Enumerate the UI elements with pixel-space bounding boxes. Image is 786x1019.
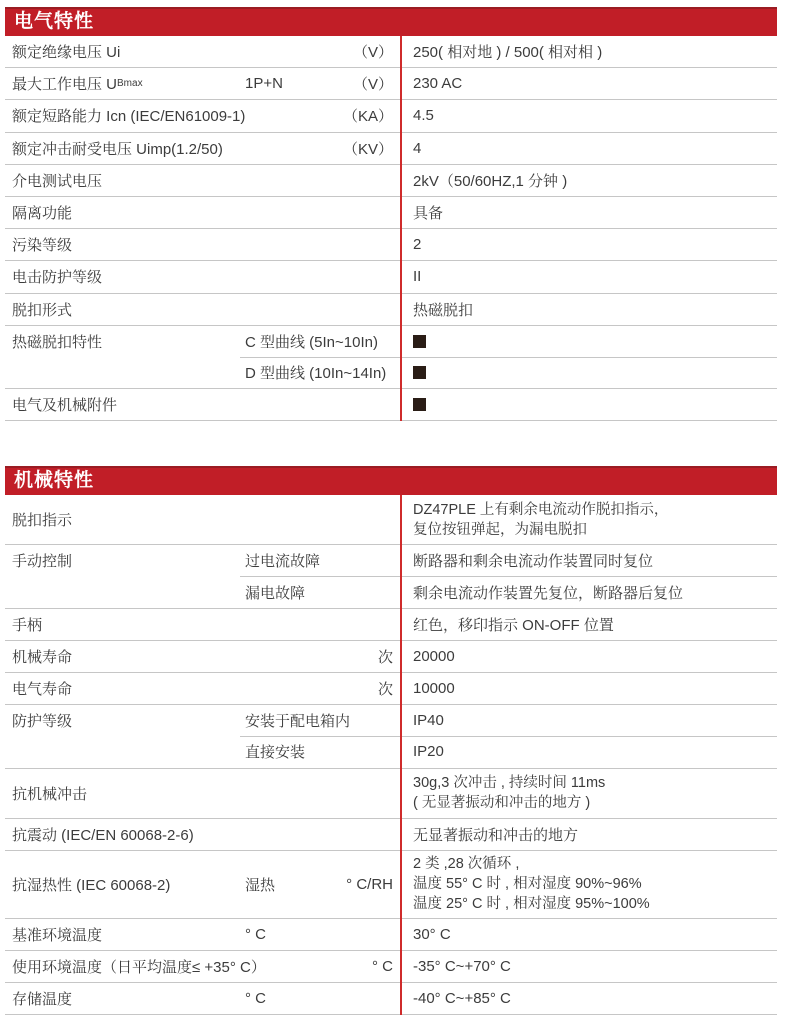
section-body (5, 36, 777, 421)
spec-value (413, 705, 775, 736)
spec-parameter-text: 最大工作电压 U (12, 76, 118, 94)
spec-value-line: ( 无显著振动和冲击的地方 ) (413, 795, 591, 812)
spec-parameter-text: 电击防护等级 (12, 269, 103, 287)
filled-square-marker (413, 335, 426, 348)
section-header-bar (5, 466, 777, 495)
spec-parameter-label (12, 819, 194, 850)
spec-value-text: 230 AC (413, 75, 463, 93)
spec-row (5, 576, 777, 608)
spec-row (5, 951, 777, 983)
spec-row (5, 36, 777, 68)
spec-value-text: -35° C~+70° C (413, 958, 511, 976)
spec-parameter-text: 介电测试电压 (12, 172, 103, 190)
spec-value (413, 261, 775, 292)
spec-parameter-label (12, 229, 72, 260)
spec-value (413, 389, 775, 420)
spec-parameter-text: 机械寿命 (12, 648, 73, 666)
spec-parameter-label (12, 495, 72, 544)
spec-value (413, 609, 775, 640)
spec-value-text: 剩余电流动作装置先复位，断路器后复位 (413, 584, 684, 602)
spec-value-text: 10000 (413, 680, 455, 698)
spec-row (5, 609, 777, 641)
spec-value (413, 495, 775, 544)
spec-value (413, 673, 775, 704)
spec-row (5, 68, 777, 100)
spec-parameter-text: 抗湿热性 (IEC 60068-2) (12, 876, 171, 894)
spec-value-text: 4 (413, 139, 422, 157)
spec-parameter-text: 手柄 (12, 616, 43, 634)
spec-parameter-label (12, 951, 266, 982)
spec-parameter-text: 额定短路能力 Icn (IEC/EN61009-1) (12, 108, 246, 126)
spec-value (413, 36, 775, 67)
spec-value-line: 2 类 ,28 次循环 , (413, 856, 520, 873)
spec-value-text: 具备 (413, 205, 444, 223)
spec-value (413, 769, 775, 818)
spec-parameter-text: 存储温度 (12, 991, 73, 1009)
spec-subcategory: 1P+N (245, 75, 283, 93)
spec-parameter-label (12, 673, 72, 704)
spec-value-multiline (413, 773, 605, 813)
spec-unit: （V） (352, 44, 393, 62)
spec-value-line: 30g,3 次冲击 , 持续时间 11ms (413, 775, 606, 792)
section-electrical (5, 7, 777, 421)
section-title: 机械特性 (14, 470, 95, 492)
spec-value-text: 无显著振动和冲击的地方 (413, 826, 579, 844)
spec-row (5, 919, 777, 951)
section-mechanical (5, 466, 777, 1015)
spec-subcategory: 直接安装 (245, 744, 306, 762)
spec-parameter-text: 手动控制 (12, 553, 73, 571)
spec-value (413, 326, 775, 357)
spec-row (5, 673, 777, 705)
spec-subcategory: D 型曲线 (10In~14In) (245, 364, 387, 382)
spec-value-text: 热磁脱扣 (413, 301, 474, 319)
spec-parameter-label: 最大工作电压 U Bmax (12, 68, 143, 99)
spec-parameter-text: 使用环境温度（日平均温度≤ +35° C） (12, 959, 266, 977)
section-body (5, 495, 777, 1015)
red-column-divider-line (400, 36, 402, 421)
spec-parameter-text: 额定冲击耐受电压 Uimp(1.2/50) (12, 140, 223, 158)
spec-unit: ° C/RH (346, 875, 393, 893)
spec-value (413, 357, 775, 388)
spec-value-text: -40° C~+85° C (413, 990, 511, 1008)
spec-value (413, 197, 775, 228)
spec-row (5, 495, 777, 545)
spec-subcategory: 漏电故障 (245, 584, 306, 602)
spec-subcategory: 安装于配电箱内 (245, 713, 351, 731)
spec-parameter-text: 电气及机械附件 (12, 397, 118, 415)
spec-unit: （KV） (342, 140, 393, 158)
spec-parameter-label (12, 851, 170, 918)
spec-value-text: 250( 相对地 ) / 500( 相对相 ) (413, 44, 603, 62)
spec-parameter-text: 热磁脱扣特性 (12, 333, 103, 351)
spec-parameter-label (12, 36, 120, 67)
spec-value-text: II (413, 268, 422, 286)
spec-row (5, 983, 777, 1015)
spec-subcategory: 过电流故障 (245, 553, 321, 571)
spec-parameter-label (12, 545, 72, 576)
spec-value (413, 919, 775, 950)
spec-parameter-label (12, 609, 42, 640)
spec-value-line: 复位按钮弹起，为漏电脱扣 (413, 521, 587, 538)
spec-value (413, 294, 775, 325)
spec-value-text: 4.5 (413, 107, 434, 125)
spec-parameter-label (12, 769, 87, 818)
spec-parameter-label (12, 919, 102, 950)
spec-value (413, 545, 775, 576)
spec-value (413, 133, 775, 164)
spec-parameter-label (12, 326, 102, 357)
spec-subcategory: ° C (245, 925, 266, 943)
filled-square-marker (413, 398, 426, 411)
spec-parameter-label (12, 100, 245, 131)
spec-row (5, 641, 777, 673)
spec-unit: ° C (372, 958, 393, 976)
spec-parameter-label (12, 641, 72, 672)
spec-row (5, 100, 777, 132)
spec-value-text: IP40 (413, 712, 444, 730)
spec-row (5, 133, 777, 165)
spec-value-text: IP20 (413, 743, 444, 761)
spec-parameter-label (12, 165, 102, 196)
spec-unit: 次 (377, 681, 393, 699)
filled-square-marker (413, 366, 426, 379)
spec-parameter-text: 隔离功能 (12, 205, 73, 223)
spec-value (413, 641, 775, 672)
section-header-bar (5, 7, 777, 36)
spec-parameter-text: 抗机械冲击 (12, 785, 88, 803)
spec-value-text: 红色，移印指示 ON-OFF 位置 (413, 616, 614, 634)
spec-row (5, 294, 777, 326)
spec-unit: （V） (352, 76, 393, 94)
spec-parameter-label (12, 705, 72, 736)
spec-parameter-label (12, 983, 72, 1014)
spec-row (5, 769, 777, 819)
spec-value (413, 68, 775, 99)
spec-parameter-text: 基准环境温度 (12, 926, 103, 944)
spec-unit: 次 (377, 648, 393, 666)
spec-parameter-label (12, 294, 72, 325)
spec-value-line: 温度 25° C 时 , 相对湿度 95%~100% (413, 896, 650, 913)
spec-row (5, 165, 777, 197)
spec-value (413, 851, 775, 918)
spec-value (413, 576, 775, 607)
spec-value-text: 30° C (413, 925, 451, 943)
spec-value-line: DZ47PLE 上有剩余电流动作脱扣指示， (413, 501, 669, 518)
spec-row (5, 389, 777, 421)
spec-parameter-label (12, 197, 72, 228)
spec-value (413, 229, 775, 260)
spec-value-text: 20000 (413, 647, 455, 665)
section-title: 电气特性 (14, 11, 95, 32)
spec-row (5, 705, 777, 736)
spec-unit: （KA） (342, 108, 393, 126)
spec-value (413, 983, 775, 1014)
spec-row (5, 357, 777, 389)
spec-parameter-label (12, 133, 223, 164)
spec-subcategory: C 型曲线 (5In~10In) (245, 333, 378, 351)
spec-parameter-text: 污染等级 (12, 237, 73, 255)
spec-value-multiline (413, 854, 650, 914)
spec-row (5, 736, 777, 768)
spec-row (5, 851, 777, 919)
spec-value (413, 165, 775, 196)
spec-row (5, 819, 777, 851)
spec-parameter-text: 电气寿命 (12, 681, 73, 699)
spec-subcategory: ° C (245, 990, 266, 1008)
spec-row (5, 261, 777, 293)
spec-parameter-text: 防护等级 (12, 713, 73, 731)
spec-parameter-text: 额定绝缘电压 Ui (12, 44, 121, 62)
spec-parameter-text: 抗震动 (IEC/EN 60068-2-6) (12, 826, 194, 844)
spec-parameter-text: 脱扣形式 (12, 301, 73, 319)
spec-row (5, 545, 777, 576)
spec-row (5, 197, 777, 229)
spec-parameter-label (12, 389, 117, 420)
spec-value (413, 819, 775, 850)
spec-value-text: 2kV（50/60HZ,1 分钟 ) (413, 172, 568, 190)
spec-value-text: 2 (413, 236, 422, 254)
spec-value (413, 736, 775, 767)
spec-subcategory: 湿热 (245, 876, 276, 894)
spec-parameter-label (12, 261, 102, 292)
spec-value-line: 温度 55° C 时 , 相对湿度 90%~96% (413, 876, 642, 893)
spec-parameter-text: 脱扣指示 (12, 512, 73, 530)
spec-row (5, 229, 777, 261)
spec-value (413, 100, 775, 131)
spec-value-multiline (413, 500, 668, 540)
red-column-divider-line (400, 495, 402, 1015)
spec-value (413, 951, 775, 982)
spec-row (5, 326, 777, 357)
spec-value-text: 断路器和剩余电流动作装置同时复位 (413, 553, 654, 571)
